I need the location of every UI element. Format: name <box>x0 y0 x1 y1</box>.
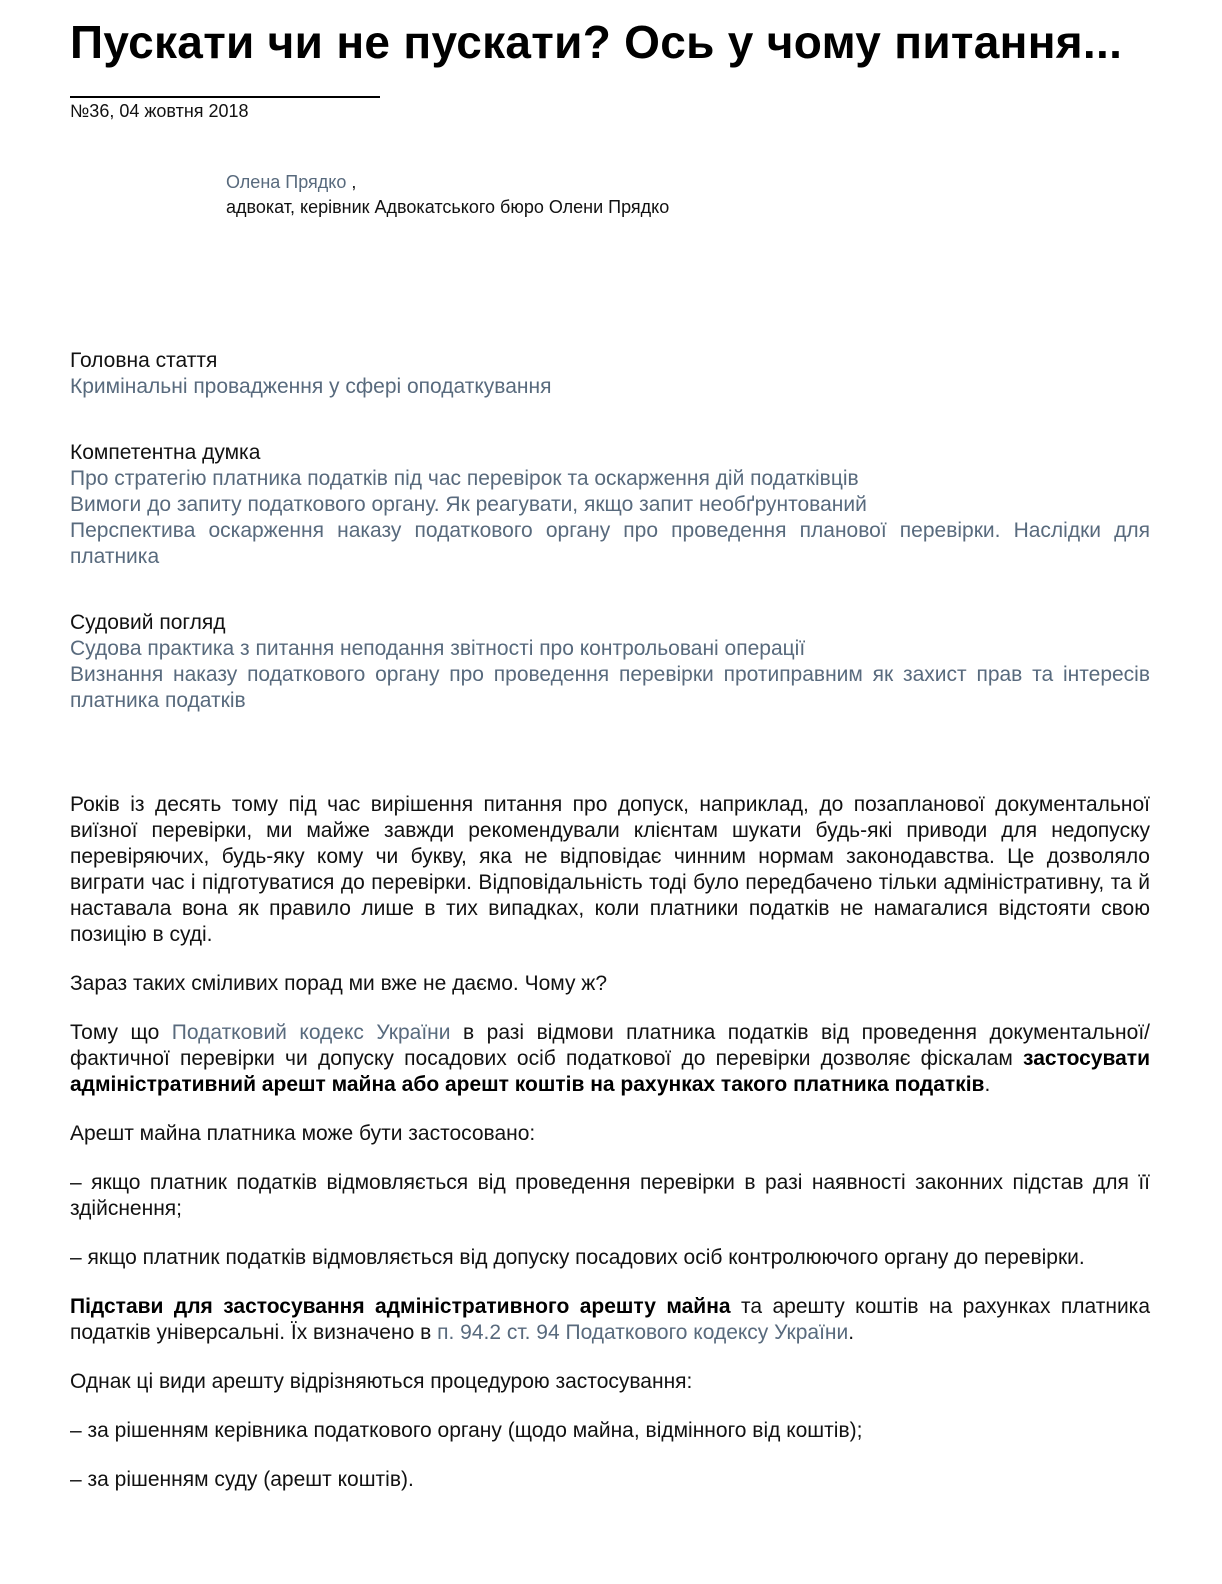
body-paragraph: Підстави для застосування адміністративного арешту майна та арешту коштів на рахунках платника податків універсальні. Їх визначено в п. 94.2 ст. 94 Податкового кодексу України. <box>70 1295 1151 1344</box>
article-title: Пускати чи не пускати? Ось у чому питання... <box>70 16 1123 68</box>
body-paragraph: Зараз таких сміливих порад ми вже не даємо. Чому ж? <box>70 972 608 995</box>
section-heading: Компетентна думка <box>70 441 261 464</box>
body-paragraph: – якщо платник податків відмовляється від допуску посадових осіб контролюючого органу до перевірки. <box>70 1246 1085 1269</box>
related-article-link[interactable]: Перспектива оскарження наказу податкового органу про проведення планової перевірки. Наслідки для платника <box>70 519 1150 568</box>
section-heading: Судовий погляд <box>70 611 226 634</box>
author-comma: , <box>346 172 357 192</box>
body-paragraph: Арешт майна платника може бути застосовано: <box>70 1122 536 1145</box>
title-divider <box>70 96 380 98</box>
related-article-link[interactable]: Вимоги до запиту податкового органу. Як реагувати, якщо запит необґрунтований <box>70 493 867 516</box>
author-block <box>226 170 669 220</box>
bold-emphasis: Підстави для застосування адміністративного арешту майна <box>70 1295 731 1318</box>
related-article-link[interactable]: Визнання наказу податкового органу про проведення перевірки протиправним як захист прав та інтересів платника податків <box>70 663 1150 712</box>
author-name-link[interactable]: Олена Прядко <box>226 172 347 192</box>
tax-code-link[interactable]: Податковий кодекс України <box>171 1021 451 1044</box>
issue-info: №36, 04 жовтня 2018 <box>70 101 249 121</box>
body-paragraph: Тому що Податковий кодекс України в разі відмови платника податків від проведення документальної/фактичної перевірки чи допуску посадових осіб податкової до перевірки дозволяє фіскалам застосувати адміністративний арешт майна або арешт коштів на рахунках такого платника податків. <box>70 1021 1150 1096</box>
author-role: адвокат, керівник Адвокатського бюро Олени Прядко <box>226 197 670 217</box>
section-heading: Головна стаття <box>70 349 218 372</box>
body-paragraph: – якщо платник податків відмовляється від проведення перевірки в разі наявності законних підстав для її здійснення; <box>70 1171 1150 1220</box>
related-article-link[interactable]: Кримінальні провадження у сфері оподаткування <box>70 375 552 398</box>
section-court-view <box>70 610 1150 714</box>
body-paragraph: Однак ці види арешту відрізняються процедурою застосування: <box>70 1370 693 1393</box>
section-competent-opinion <box>70 440 1150 570</box>
article-body <box>70 792 1150 1516</box>
section-main-article <box>70 348 1150 400</box>
tax-code-article-link[interactable]: п. 94.2 ст. 94 Податкового кодексу України <box>437 1321 849 1344</box>
bold-emphasis: застосувати адміністративний арешт майна або арешт коштів на рахунках такого платника податків <box>70 1047 1150 1096</box>
body-paragraph: – за рішенням суду (арешт коштів). <box>70 1468 414 1491</box>
body-paragraph: Років із десять тому під час вирішення питання про допуск, наприклад, до позапланової документальної виїзної перевірки, ми майже завжди рекомендували клієнтам шукати будь-які приводи для недопуску перевіряючих, будь-яку кому чи букву, яка не відповідає чинним нормам законодавства. Це дозволяло виграти час і підготуватися до перевірки. Відповідальність тоді було передбачено тільки адміністративну, та й наставала вона як правило лише в тих випадках, коли платники податків не намагалися відстояти свою позицію в суді. <box>70 793 1150 946</box>
related-article-link[interactable]: Судова практика з питання неподання звітності про контрольовані операції <box>70 637 806 660</box>
related-article-link[interactable]: Про стратегію платника податків під час перевірок та оскарження дій податківців <box>70 467 859 490</box>
body-paragraph: – за рішенням керівника податкового органу (щодо майна, відмінного від коштів); <box>70 1419 863 1442</box>
